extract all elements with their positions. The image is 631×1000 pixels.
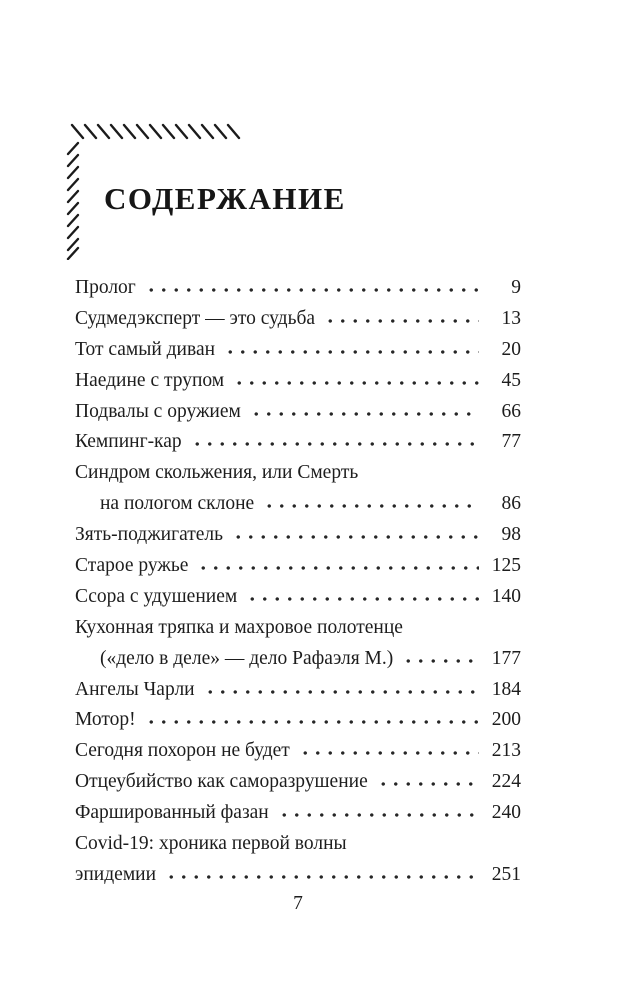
dot-leader (233, 380, 479, 386)
toc-entry-page: 45 (501, 369, 521, 391)
toc-entry-page: 125 (491, 555, 521, 577)
toc-entry-title: Ссора с удушением (75, 585, 238, 607)
page-title: СОДЕРЖАНИЕ (104, 180, 346, 216)
dot-leader (324, 318, 479, 324)
toc-entry-title: Сегодня похорон не будет (75, 740, 290, 762)
toc-row (75, 304, 521, 335)
toc-entry-page: 20 (501, 338, 521, 360)
dot-leader (278, 812, 479, 818)
toc-entry-title: на пологом склоне (100, 493, 255, 515)
toc-row (75, 427, 521, 458)
toc-row (75, 798, 521, 829)
toc-entry-page: 240 (491, 802, 521, 824)
toc-entry-page: 184 (491, 678, 521, 700)
toc-entry-page: 98 (501, 524, 521, 546)
toc-entry-title: Тот самый диван (75, 338, 216, 360)
dot-leader (250, 411, 479, 417)
toc-entry-title: Мотор! (75, 709, 136, 731)
toc-row (75, 860, 521, 891)
toc-entry-title: эпидемии (75, 863, 157, 885)
toc-list (75, 273, 521, 891)
toc-entry-page: 140 (491, 585, 521, 607)
toc-entry-page: 200 (491, 709, 521, 731)
toc-entry-page: 77 (501, 431, 521, 453)
dot-leader (299, 750, 479, 756)
dot-leader (204, 689, 479, 695)
toc-entry-page: 9 (511, 277, 521, 298)
toc-row (75, 551, 521, 582)
toc-row (75, 829, 521, 860)
toc-row (75, 397, 521, 428)
toc-entry-title: Зять-поджигатель (75, 524, 224, 546)
toc-row (75, 458, 521, 489)
dot-leader (224, 349, 479, 355)
toc-entry-title: Кухонная тряпка и махровое полотенце (75, 616, 403, 638)
toc-entry-title: Старое ружье (75, 555, 189, 577)
toc-entry-title: Кемпинг-кар (75, 431, 182, 453)
toc-entry-page: 66 (501, 400, 521, 422)
toc-entry-title: Covid-19: хроника первой волны (75, 833, 347, 855)
dot-leader (197, 565, 479, 571)
toc-entry-page: 213 (491, 740, 521, 762)
toc-entry-title: Отцеубийство как саморазрушение (75, 771, 368, 793)
toc-row (75, 273, 521, 304)
dot-leader (377, 781, 479, 787)
toc-entry-page: 86 (501, 493, 521, 515)
toc-entry-page: 177 (491, 647, 521, 669)
toc-row (75, 366, 521, 397)
dot-leader (191, 441, 479, 447)
toc-row (75, 335, 521, 366)
toc-entry-page: 224 (491, 771, 521, 793)
toc-entry-title: Пролог (75, 277, 136, 298)
toc-row (75, 644, 521, 675)
toc-entry-title: Синдром скольжения, или Смерть (75, 462, 359, 484)
toc-entry-title: Ангелы Чарли (75, 678, 195, 700)
toc-entry-page: 251 (491, 863, 521, 885)
toc-row (75, 705, 521, 736)
toc-entry-title: Фаршированный фазан (75, 802, 269, 824)
toc-entry-page: 13 (501, 307, 521, 329)
dot-leader (232, 534, 479, 540)
dot-leader (165, 874, 479, 880)
toc-row (75, 675, 521, 706)
toc-row (75, 489, 521, 520)
dot-leader (145, 287, 479, 293)
toc-row (75, 736, 521, 767)
toc-entry-title: Судмедэксперт — это судьба (75, 307, 316, 329)
folio-page-number: 7 (293, 893, 303, 914)
dot-leader (246, 596, 479, 602)
toc-entry-title: («дело в деле» — дело Рафаэля М.) (100, 647, 394, 669)
dot-leader (402, 658, 479, 664)
toc-row (75, 613, 521, 644)
dot-leader (263, 503, 479, 509)
toc-row (75, 582, 521, 613)
toc-entry-title: Подвалы с оружием (75, 400, 241, 422)
toc-row (75, 520, 521, 551)
toc-row (75, 767, 521, 798)
dot-leader (145, 719, 479, 725)
toc-entry-title: Наедине с трупом (75, 369, 225, 391)
